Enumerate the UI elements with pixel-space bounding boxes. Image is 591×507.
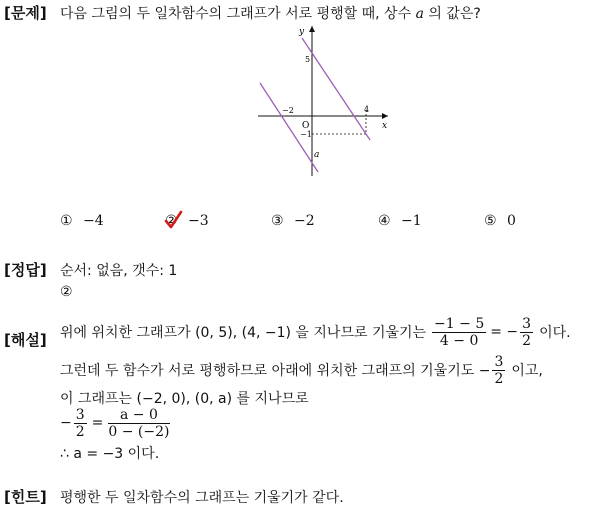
- origin-label: O: [302, 121, 310, 131]
- expl-l2-text: 그런데 두 함수가 서로 평행하므로 아래에 위치한 그래프의 기울기도 −: [60, 363, 491, 379]
- answer-tag: [정답]: [4, 261, 47, 279]
- y-axis-label: y: [299, 27, 305, 37]
- explanation-line-5: ∴ a = −3 이다.: [60, 446, 160, 462]
- explanation-line-2: [60, 352, 543, 388]
- expl-l4-eq: =: [91, 415, 104, 431]
- expl-l1-frac2: [520, 316, 533, 349]
- expl-l1-eq: = −: [490, 324, 519, 340]
- expl-l4-frac1-num: 3: [75, 406, 85, 423]
- point-5-label: 5: [305, 55, 311, 64]
- explanation-line-1: [60, 314, 571, 350]
- problem-tag: [문제]: [4, 4, 47, 22]
- choice-5-value: 0: [507, 213, 516, 229]
- point-a-label: a: [314, 150, 320, 160]
- explanation-line-4: [60, 403, 172, 443]
- choice-1[interactable]: [60, 213, 104, 229]
- expl-l2-end: 이고,: [511, 363, 543, 379]
- choice-1-value: −4: [83, 213, 104, 229]
- hint-tag: [힌트]: [4, 488, 47, 506]
- expl-l2-frac-num: 3: [494, 353, 504, 370]
- choice-4-value: −1: [401, 213, 422, 229]
- choice-4[interactable]: [378, 213, 422, 229]
- x-axis-label: x: [382, 121, 388, 131]
- problem-text-before: 다음 그림의 두 일차함수의 그래프가 서로 평행할 때, 상수: [60, 6, 416, 22]
- expl-l1-frac-num: −1 − 5: [434, 315, 485, 332]
- expl-l2-frac-den: 2: [494, 370, 504, 387]
- answer-line-1: 순서: 없음, 갯수: 1: [60, 263, 178, 279]
- answer-line-2: ②: [60, 284, 73, 300]
- expl-l4-minus: −: [60, 415, 72, 431]
- expl-l2-frac: [492, 354, 505, 387]
- point-neg2-label: −2: [282, 106, 294, 115]
- choice-3-value: −2: [294, 213, 315, 229]
- expl-l4-frac2-num: a − 0: [108, 407, 169, 424]
- function-graph: [250, 20, 395, 180]
- expl-l1-frac2-den: 2: [522, 332, 532, 349]
- choice-1-mark: ①: [60, 213, 73, 229]
- choice-5[interactable]: [484, 213, 516, 229]
- expl-l1-end: 이다.: [539, 325, 571, 341]
- hint-text: 평행한 두 일차함수의 그래프는 기울기가 같다.: [60, 490, 344, 506]
- choice-3-mark: ③: [271, 213, 284, 229]
- choice-2-mark: ②: [165, 213, 178, 229]
- explanation-tag: [해설]: [4, 331, 47, 349]
- point-4-label: 4: [364, 105, 370, 114]
- problem-var: a: [415, 6, 424, 22]
- expl-l1-frac2-num: 3: [522, 315, 532, 332]
- expl-l1-text: 위에 위치한 그래프가 (0, 5), (4, −1) 을 지나므로 기울기는: [60, 325, 427, 341]
- expl-l4-frac1-den: 2: [75, 423, 85, 440]
- expl-l4-frac2-den: 0 − (−2): [108, 423, 170, 440]
- problem-text-after: 의 값은?: [423, 6, 481, 22]
- choice-3[interactable]: [271, 213, 315, 229]
- expl-l4-frac2: [108, 407, 169, 440]
- choice-2[interactable]: [165, 213, 209, 229]
- point-neg1-label: −1: [300, 130, 312, 139]
- choice-5-mark: ⑤: [484, 213, 497, 229]
- x-axis-arrow: [382, 113, 388, 119]
- y-axis-arrow: [309, 26, 315, 32]
- expl-l1-frac: [432, 316, 486, 349]
- choice-2-value: −3: [188, 213, 209, 229]
- check-mark-icon: [163, 210, 183, 230]
- expl-l4-frac1: [74, 407, 87, 440]
- explanation-line-3: 이 그래프는 (−2, 0), (0, a) 를 지나므로: [60, 391, 309, 407]
- expl-l1-frac-den: 4 − 0: [439, 332, 479, 349]
- choice-4-mark: ④: [378, 213, 391, 229]
